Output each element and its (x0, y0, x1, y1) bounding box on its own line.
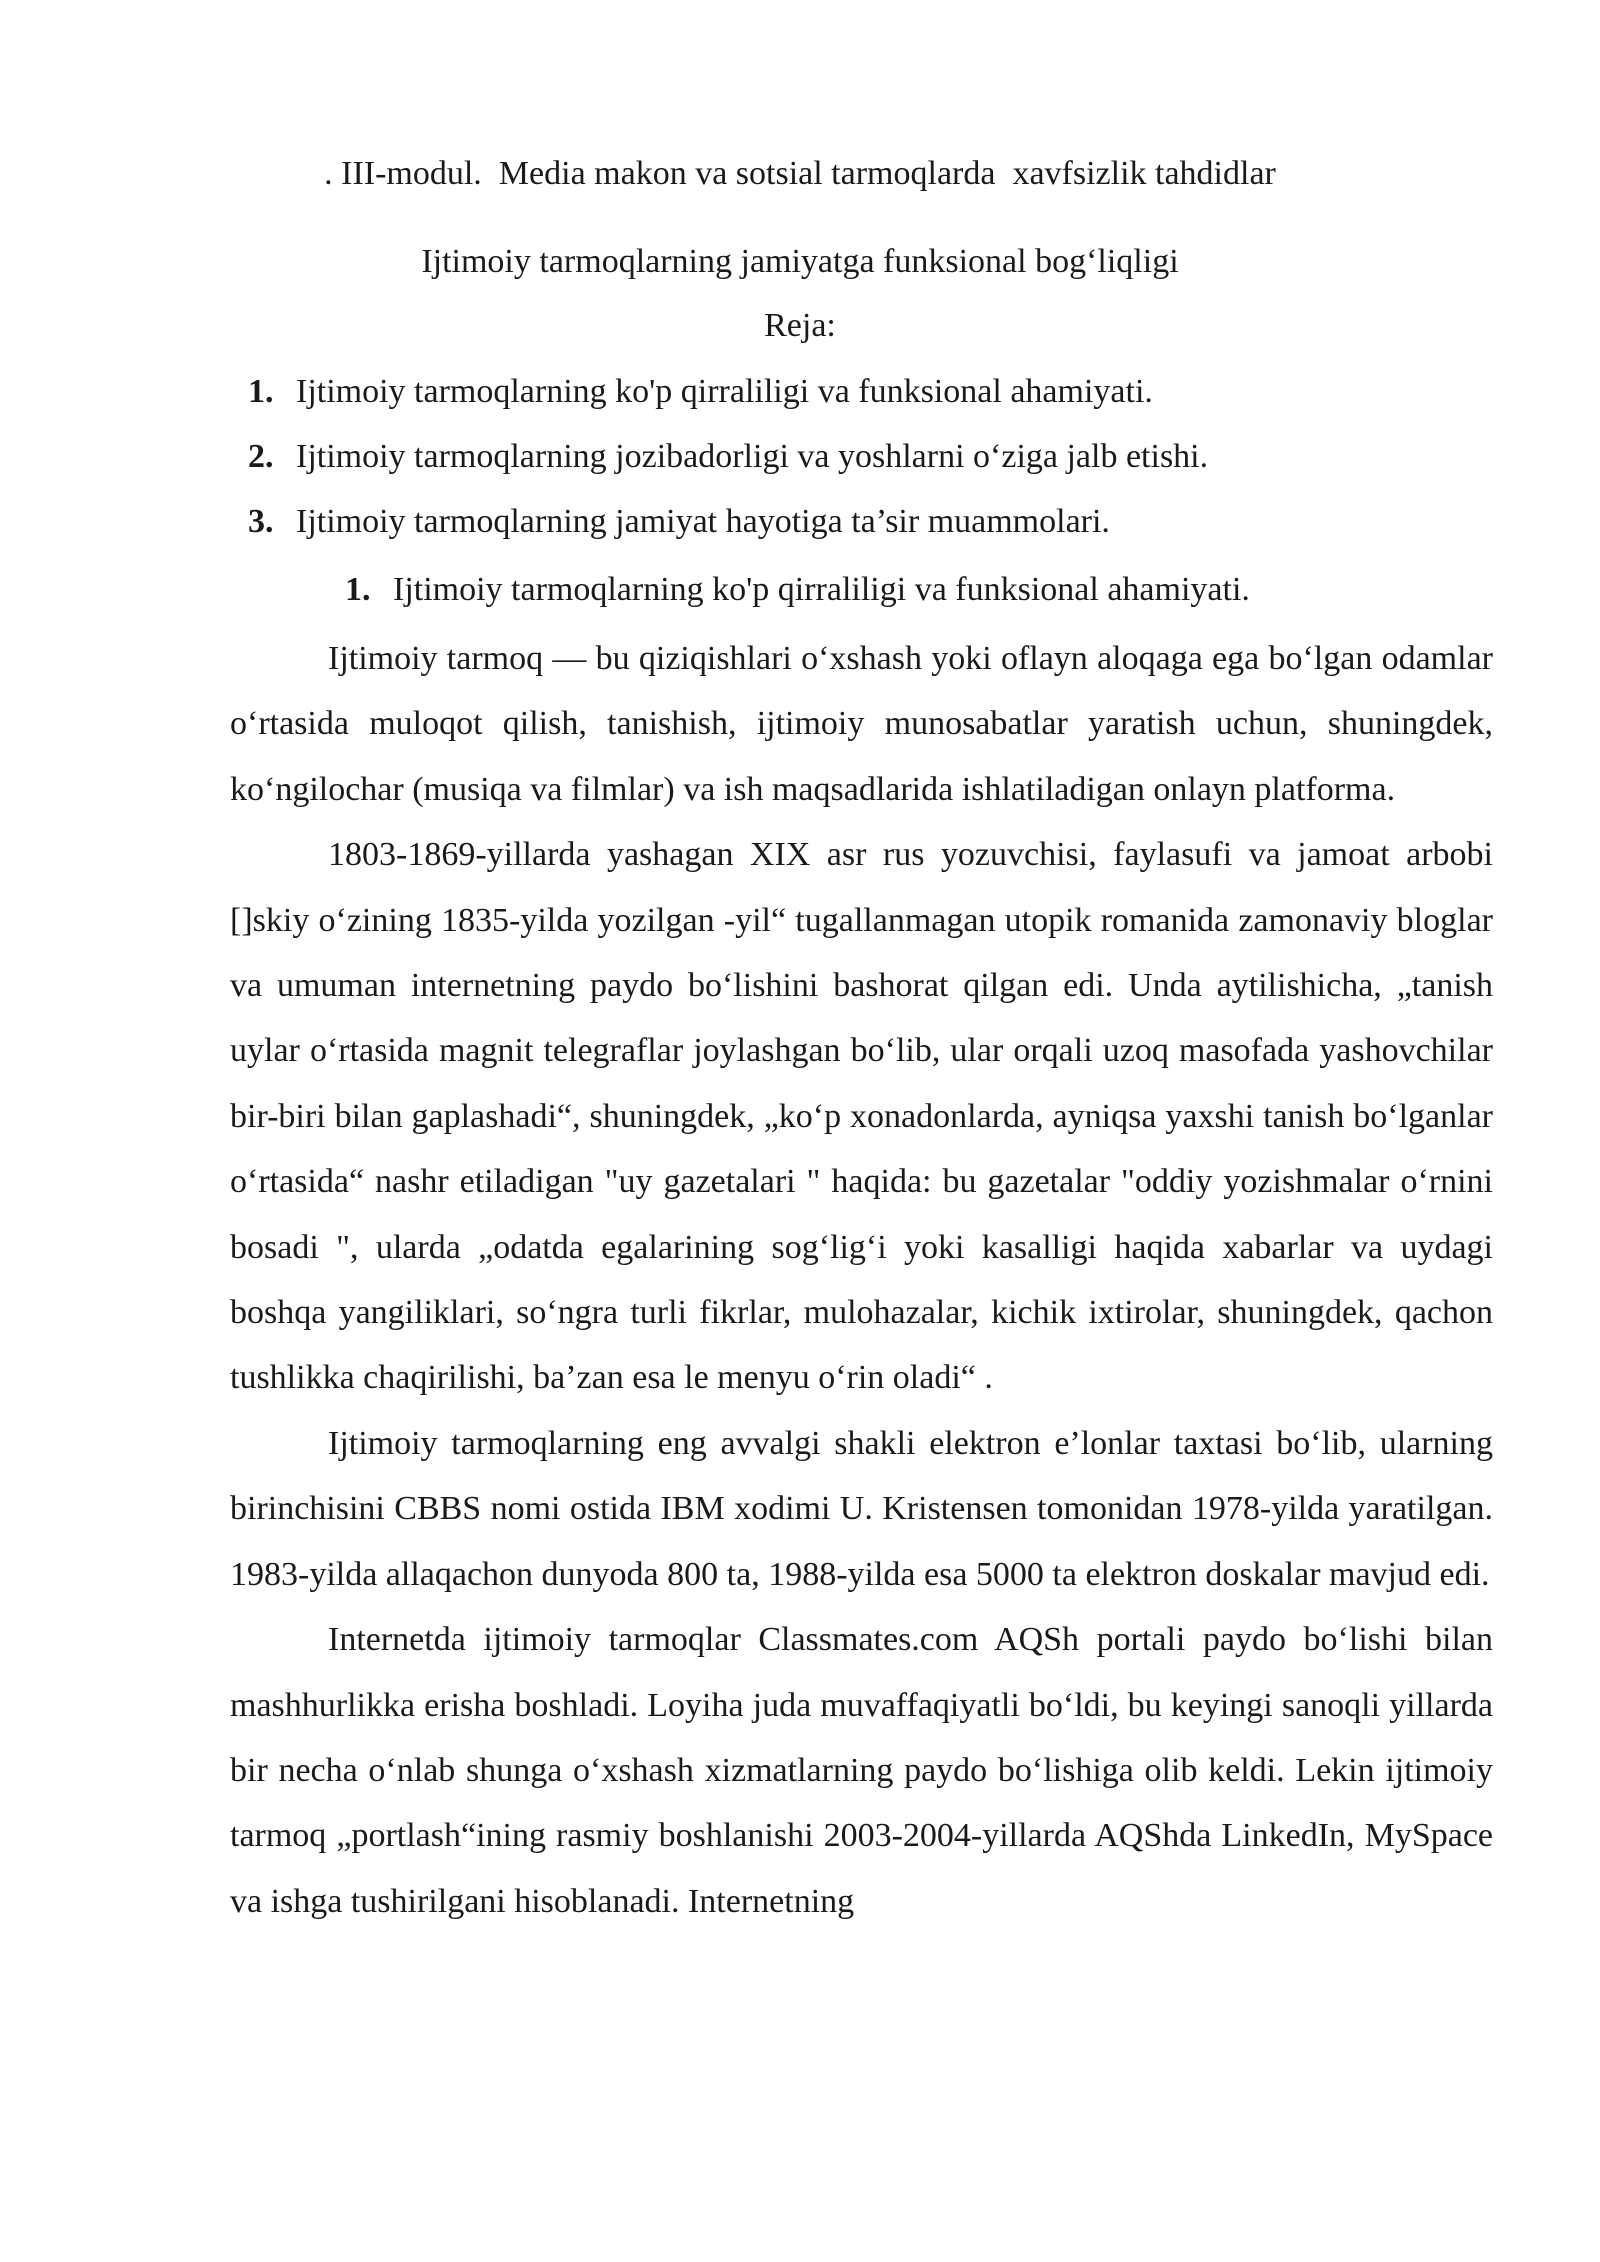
body-text (230, 626, 1493, 1934)
section-heading-text: Ijtimoiy tarmoqlarning ko'p qirraliligi va funksional ahamiyati. (393, 571, 1250, 608)
section-heading (345, 566, 1250, 614)
plan-item-number: 2. (248, 438, 274, 475)
paragraph: 1803-1869-yillarda yashagan XIX asr rus yozuvchisi, faylasufi va jamoat arbobi []skiy o‘zining 1835-yilda yozilgan -yil“ tugallanmagan utopik romanida zamonaviy bloglar va umuman internetning paydo bo‘lishini bashorat qilgan edi. Unda aytilishicha, „tanish uylar o‘rtasida magnit telegraflar joylashgan bo‘lib, ular orqali uzoq masofada yashovchilar bir-biri bilan gaplashadi“, shuningdek, „ko‘p xonadonlarda, ayniqsa yaxshi tanish bo‘lganlar o‘rtasida“ nashr etiladigan "uy gazetalari " haqida: bu gazetalar "oddiy yozishmalar o‘rnini bosadi ", ularda „odatda egalarining sog‘lig‘i yoki kasalligi haqida xabarlar va uydagi boshqa yangiliklari, so‘ngra turli fikrlar, mulohazalar, kichik ixtirolar, shuningdek, qachon tushlikka chaqirilishi, ba’zan esa le menyu o‘rin oladi“ . (230, 836, 1493, 1397)
plan-label: Reja: (764, 307, 836, 344)
plan-list (248, 368, 1208, 563)
plan-item-text: Ijtimoiy tarmoqlarning jamiyat hayotiga ta’sir muammolari. (296, 503, 1110, 540)
plan-item (248, 433, 1208, 498)
plan-item-number: 1. (248, 373, 274, 410)
paragraph: Internetda ijtimoiy tarmoqlar Classmates.com AQSh portali paydo bo‘lishi bilan mashhurlikka erisha boshladi. Loyiha juda muvaffaqiyatli bo‘ldi, bu keyingi sanoqli yillarda bir necha o‘nlab shunga o‘xshash xizmatlarning paydo bo‘lishiga olib keldi. Lekin ijtimoiy tarmoq „portlash“ining rasmiy boshlanishi 2003-2004-yillarda AQShda LinkedIn, MySpace va ishga tushirilgani hisoblanadi. Internetning (230, 1621, 1493, 1920)
plan-item (248, 498, 1208, 563)
paragraph: Ijtimoiy tarmoq — bu qiziqishlari o‘xshash yoki oflayn aloqaga ega bo‘lgan odamlar o‘rtasida muloqot qilish, tanishish, ijtimoiy munosabatlar yaratish uchun, shuningdek, ko‘ngilochar (musiqa va filmlar) va ish maqsadlarida ishlatiladigan onlayn platforma. (230, 640, 1493, 808)
section-heading-number: 1. (345, 571, 371, 608)
module-title: . III-modul. Media makon va sotsial tarmoqlarda xavfsizlik tahdidlar (324, 155, 1276, 192)
plan-item-number: 3. (248, 503, 274, 540)
paragraph: Ijtimoiy tarmoqlarning eng avvalgi shakli elektron e’lonlar taxtasi bo‘lib, ularning birinchisini CBBS nomi ostida IBM xodimi U. Kristensen tomonidan 1978-yilda yaratilgan. 1983-yilda allaqachon dunyoda 800 ta, 1988-yilda esa 5000 ta elektron doskalar mavjud edi. (230, 1424, 1493, 1593)
plan-item (248, 368, 1208, 433)
topic-title: Ijtimoiy tarmoqlarning jamiyatga funksional bog‘liqligi (421, 243, 1179, 280)
plan-item-text: Ijtimoiy tarmoqlarning ko'p qirraliligi va funksional ahamiyati. (296, 373, 1153, 410)
plan-item-text: Ijtimoiy tarmoqlarning jozibadorligi va yoshlarni o‘ziga jalb etishi. (296, 438, 1209, 475)
